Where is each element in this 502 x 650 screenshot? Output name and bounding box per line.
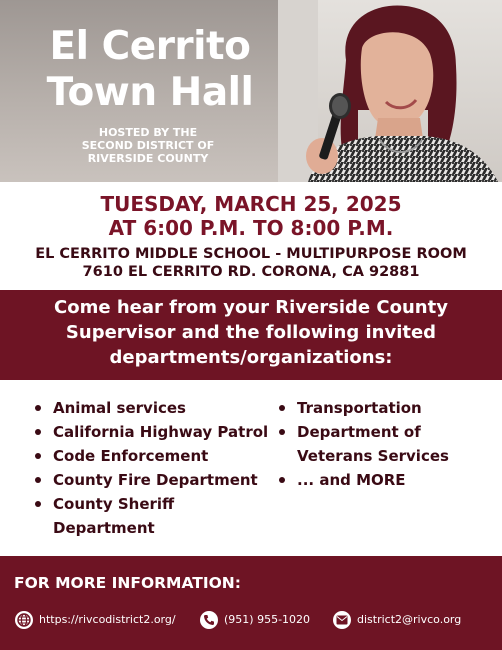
- website-url: https://rivcodistrict2.org/: [39, 613, 176, 626]
- event-time: AT 6:00 P.M. TO 8:00 P.M.: [108, 216, 394, 240]
- list-item: [35, 492, 268, 540]
- list-item-line-1: Department of: [297, 423, 421, 441]
- envelope-icon: [333, 611, 351, 629]
- email-link[interactable]: [333, 611, 461, 629]
- hosted-by-line-3: RIVERSIDE COUNTY: [87, 152, 209, 165]
- list-item-line-1: County Sheriff: [53, 495, 175, 513]
- invite-line-1: Come hear from your Riverside County: [54, 297, 448, 318]
- title-line-1: El Cerrito: [49, 24, 251, 69]
- event-date: TUESDAY, MARCH 25, 2025: [100, 192, 402, 216]
- phone-number: (951) 955-1020: [224, 613, 311, 626]
- list-item: ... and MORE: [279, 468, 449, 492]
- departments-list-right: [279, 396, 449, 492]
- footer: [0, 556, 502, 650]
- header-banner: [0, 0, 502, 182]
- invite-line-3: departments/organizations:: [109, 347, 393, 368]
- list-item: Transportation: [279, 396, 449, 420]
- departments-list-left: [35, 396, 268, 540]
- event-venue: EL CERRITO MIDDLE SCHOOL - MULTIPURPOSE ROOM: [35, 246, 467, 262]
- list-item: County Fire Department: [35, 468, 268, 492]
- list-item: California Highway Patrol: [35, 420, 268, 444]
- hosted-by-line-1: HOSTED BY THE: [98, 126, 198, 139]
- event-address: 7610 EL CERRITO RD. CORONA, CA 92881: [82, 264, 420, 280]
- website-link[interactable]: [15, 611, 176, 629]
- globe-icon: [15, 611, 33, 629]
- invite-line-2: Supervisor and the following invited: [65, 322, 437, 343]
- email-address: district2@rivco.org: [357, 613, 462, 626]
- supervisor-photo: [278, 0, 502, 182]
- list-item-line-2: Department: [53, 519, 155, 537]
- phone-link[interactable]: [200, 611, 310, 629]
- footer-title: FOR MORE INFORMATION:: [14, 574, 241, 592]
- list-item-line-2: Veterans Services: [297, 447, 449, 465]
- list-item: Code Enforcement: [35, 444, 268, 468]
- list-item: Animal services: [35, 396, 268, 420]
- hosted-by-line-2: SECOND DISTRICT OF: [81, 139, 215, 152]
- invite-banner: [0, 290, 502, 380]
- title-line-2: Town Hall: [46, 70, 254, 115]
- phone-icon: [200, 611, 218, 629]
- list-item: [279, 420, 449, 468]
